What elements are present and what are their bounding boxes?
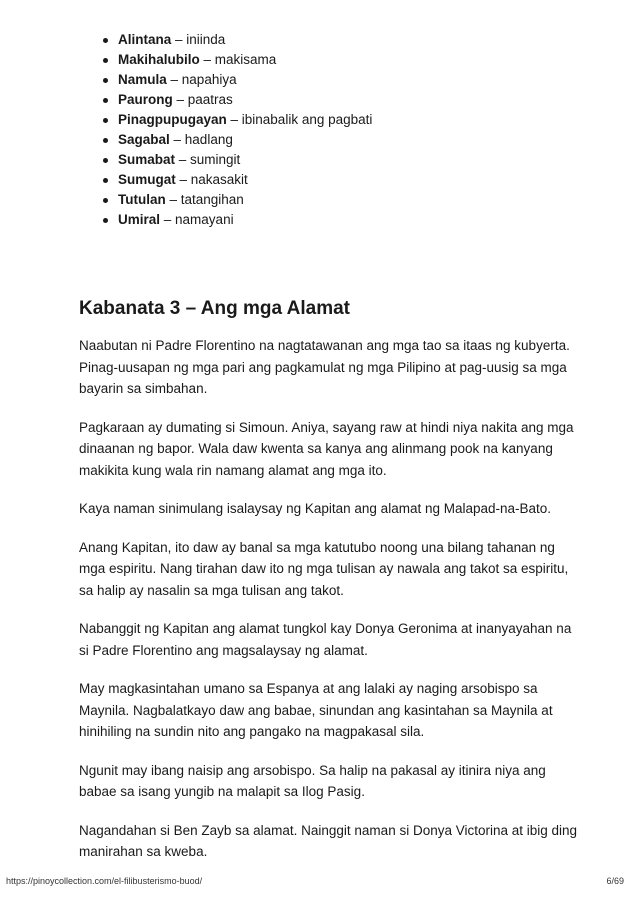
paragraph: Ngunit may ibang naisip ang arsobispo. Sa halip na pakasal ay itinira niya ang babae sa isang yungib na malapit sa Ilog Pasig. xyxy=(79,762,546,799)
page-number: 6/69 xyxy=(606,876,624,886)
bullet-icon xyxy=(103,198,108,203)
list-item xyxy=(94,150,372,170)
chapter-section xyxy=(79,296,579,880)
chapter-heading: Kabanata 3 – Ang mga Alamat xyxy=(79,298,351,319)
bullet-icon xyxy=(103,98,108,103)
vocab-definition: – nakasakit xyxy=(175,172,248,187)
vocab-term: Alintana xyxy=(118,32,172,47)
vocab-term: Namula xyxy=(118,72,167,87)
paragraph: Anang Kapitan, ito daw ay banal sa mga katutubo noong una bilang tahanan ng mga espiritu. Nang tirahan daw ito ng mga tulisan ay nawala ang takot sa espiritu, sa halip ay nasalin sa mga tulisan ang takot. xyxy=(79,539,569,598)
vocab-definition: – sumingit xyxy=(175,152,241,167)
paragraph: Kaya naman sinimulang isalaysay ng Kapitan ang alamat ng Malapad-na-Bato. xyxy=(79,501,552,516)
list-item xyxy=(94,70,372,90)
bullet-icon xyxy=(103,218,108,223)
vocab-definition: – namayani xyxy=(160,212,234,227)
vocab-definition: – ibinabalik ang pagbati xyxy=(226,112,373,127)
vocabulary-list xyxy=(94,30,372,230)
paragraph: May magkasintahan umano sa Espanya at ang lalaki ay naging arsobispo sa Maynila. Nagbalatkayo daw ang babae, sinundan ang kasintahan sa Maynila at hinihiling na sundin nito ang pangako na magpakasal sila. xyxy=(79,681,553,739)
vocab-term: Sumabat xyxy=(118,152,176,167)
bullet-icon xyxy=(103,38,108,43)
vocab-term: Pinagpupugayan xyxy=(118,112,227,127)
vocab-definition: – hadlang xyxy=(169,132,233,147)
vocab-definition: – napahiya xyxy=(166,72,237,87)
page-footer xyxy=(6,876,624,886)
vocab-term: Umiral xyxy=(118,212,161,227)
bullet-icon xyxy=(103,178,108,183)
vocab-definition: – makisama xyxy=(199,52,277,67)
bullet-icon xyxy=(103,58,108,63)
bullet-icon xyxy=(103,158,108,163)
vocab-definition: – tatangihan xyxy=(165,192,244,207)
list-item xyxy=(94,30,372,50)
vocab-term: Tutulan xyxy=(118,192,166,207)
bullet-icon xyxy=(103,78,108,83)
list-item xyxy=(94,190,372,210)
list-item xyxy=(94,50,372,70)
bullet-icon xyxy=(103,118,108,123)
list-item xyxy=(94,210,372,230)
paragraph: Nabanggit ng Kapitan ang alamat tungkol kay Donya Geronima at inanyayahan na si Padre Florentino ang magsalaysay ng alamat. xyxy=(79,621,572,658)
paragraph: Naabutan ni Padre Florentino na nagtatawanan ang mga tao sa itaas ng kubyerta. Pinag-uusapan ng mga pari ang pagkamulat ng mga Pilipino at pag-uusig sa mga bayarin sa simbahan. xyxy=(79,338,570,396)
list-item xyxy=(94,90,372,110)
paragraph: Nagandahan si Ben Zayb sa alamat. Nainggit naman si Donya Victorina at ibig ding manirahan sa kweba. xyxy=(79,822,578,859)
footer-url[interactable]: https://pinoycollection.com/el-filibusterismo-buod/ xyxy=(6,876,203,886)
vocab-term: Sumugat xyxy=(118,172,176,187)
list-item xyxy=(94,170,372,190)
vocab-definition: – paatras xyxy=(172,92,233,107)
vocab-definition: – iniinda xyxy=(171,32,226,47)
vocab-term: Paurong xyxy=(118,92,173,107)
paragraph: Pagkaraan ay dumating si Simoun. Aniya, sayang raw at hindi niya nakita ang mga dinaanan ng bapor. Wala daw kwenta sa kanya ang alinmang pook na kanyang makikita kung wala rin namang alamat ang mga ito. xyxy=(79,419,574,478)
bullet-icon xyxy=(103,138,108,143)
list-item xyxy=(94,110,372,130)
vocab-term: Makihalubilo xyxy=(118,52,200,67)
list-item xyxy=(94,130,372,150)
vocab-term: Sagabal xyxy=(118,132,170,147)
